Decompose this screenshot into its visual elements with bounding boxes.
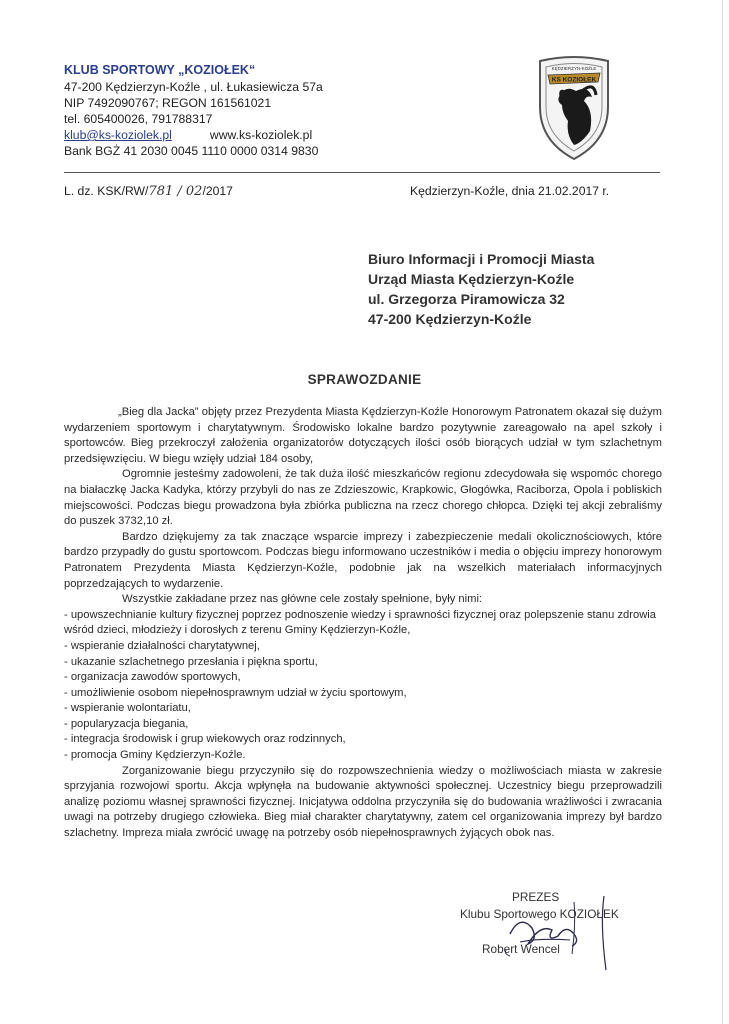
club-website[interactable]: www.ks-koziolek.pl <box>209 128 313 142</box>
club-address: 47-200 Kędzierzyn-Koźle , ul. Łukasiewicza 57a <box>64 80 323 94</box>
club-contact-line <box>64 127 323 143</box>
club-bank-account: Bank BGŻ 41 2030 0045 1110 0000 0314 9830 <box>64 144 319 158</box>
goal-item: - integracja środowisk i grup wiekowych oraz rodzinnych, <box>64 733 346 746</box>
reference-suffix: /2017 <box>202 184 233 198</box>
document-title: SPRAWOZDANIE <box>307 372 422 387</box>
paragraph-3: Bardzo dziękujemy za tak znaczące wsparcie imprezy i zabezpieczenie medali okolicznościowych, które bardzo przypadły do gustu sportowcom. Podczas biegu informowano uczestników i media o objęciu imprezy honorowym Patronatem Prezydenta Miasta Kędzierzyn-Koźle, podobnie jak na wszelkich materiałach informacyjnych poprzedzających to wydarzenie. <box>64 530 662 590</box>
goal-item: - organizacja zawodów sportowych, <box>64 671 241 684</box>
paragraph-5: Zorganizowanie biegu przyczyniło się do rozpowszechnienia wiedzy o możliwościach miasta w zakresie sprzyjania rozwojowi sportu. Akcja wpłynęła na budowanie aktywności społecznej. Uczestnicy biegu przeprowadzili analizę poziomu własnej sprawności fizycznej. Inicjatywa oddolna przyczyniła się do budowania wrażliwości i zwracania uwagi na potrzeby drugiego człowieka. Bieg miał charakter charytatywny, zatem cel organizowania imprezy był bardzo szlachetny. Impreza miała zwrócić uwagę na potrzeby osób niepełnosprawnych żyjących obok nas. <box>64 764 662 840</box>
recipient-address <box>368 249 594 329</box>
logo-top-text: KĘDZIERZYN-KOŹLE <box>551 66 597 71</box>
logo-banner-text: KS KOZIOŁEK <box>551 76 597 84</box>
recipient-line-3: ul. Grzegorza Piramowicza 32 <box>368 291 565 307</box>
club-name: KLUB SPORTOWY „KOZIOŁEK“ <box>64 63 256 77</box>
paragraph-4: Wszystkie zakładane przez nas główne cele zostały spełnione, były nimi: <box>122 593 483 606</box>
goal-item: - wspieranie wolontariatu, <box>64 702 191 715</box>
paragraph-2: Ogromnie jesteśmy zadowoleni, że tak duża ilość mieszkańców regionu zdecydowała się wspomóc chorego na białaczkę Jacka Kadyka, którzy przybyli do nas ze Zdzieszowic, Krapkowic, Głogówka, Raciborza, Opola i pobliskich miejscowości. Podczas biegu prowadzona była zbiórka publiczna na rzecz chorego chłopca. Dzięki tej akcji zebraliśmy do puszek 3732,10 zł. <box>64 468 662 528</box>
goal-item: - umożliwienie osobom niepełnosprawnym udział w życiu sportowym, <box>64 686 407 699</box>
recipient-line-1: Biuro Informacji i Promocji Miasta <box>368 251 595 267</box>
club-nip-regon: NIP 7492090767; REGON 161561021 <box>64 96 272 110</box>
club-phone: tel. 605400026, 791788317 <box>64 112 213 126</box>
goal-item: - popularyzacja biegania, <box>64 717 189 730</box>
header-divider <box>64 172 660 173</box>
reference-prefix: L. dz. KSK/RW/ <box>64 184 149 198</box>
report-body <box>64 405 662 842</box>
signatory-role: PREZES <box>512 890 560 904</box>
recipient-line-2: Urząd Miasta Kędzierzyn-Koźle <box>368 271 575 287</box>
place-and-date: Kędzierzyn-Koźle, dnia 21.02.2017 r. <box>410 184 610 198</box>
letterhead <box>64 62 323 159</box>
goal-item: - upowszechnianie kultury fizycznej poprzez podnoszenie wiedzy i sprawności fizycznej oraz polepszenie stanu zdrowia wśród dzieci, młodzieży i dorosłych z terenu Gminy Kędzierzyn-Koźle, <box>64 608 656 637</box>
goal-item: - wspieranie działalności charytatywnej, <box>64 639 260 652</box>
goal-item: - promocja Gminy Kędzierzyn-Koźle. <box>64 749 246 762</box>
handwritten-signature-icon <box>480 894 610 974</box>
recipient-line-4: 47-200 Kędzierzyn-Koźle <box>368 311 532 327</box>
club-email-link[interactable]: klub@ks-koziolek.pl <box>64 128 172 142</box>
reference-number <box>64 184 233 199</box>
scan-edge <box>722 0 723 1024</box>
goal-item: - ukazanie szlachetnego przesłania i piękna sportu, <box>64 655 318 668</box>
signatory-club: Klubu Sportowego KOZIOŁEK <box>460 907 619 921</box>
reference-handwritten: 781 / 02 <box>148 184 203 199</box>
signatory-name: Robert Wencel <box>482 942 560 956</box>
paragraph-1: „Bieg dla Jacka” objęty przez Prezydenta Miasta Kędzierzyn-Koźle Honorowym Patronatem okazał się dużym wydarzeniem sportowym i charytatywnym. Środowisko lokalne bardzo pozytywnie zareagowało na apel szkoły i sportowców. Bieg przekroczył założenia organizatorów dotyczących ilości osób biorących udział w tym szlachetnym przedsięwzięciu. W biegu wzięły udział 184 osoby, <box>64 406 662 465</box>
club-logo-icon <box>536 55 612 161</box>
